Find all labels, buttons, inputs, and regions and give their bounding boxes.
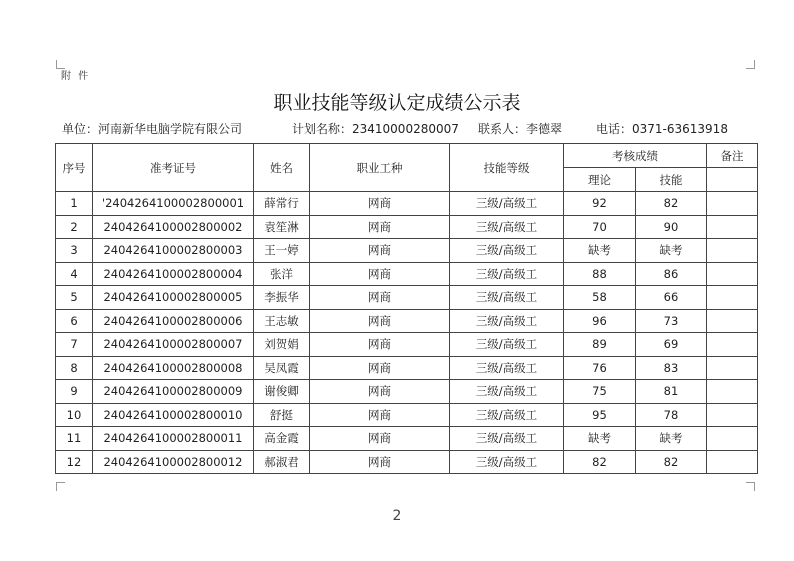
cell-theory: 82 [564, 450, 636, 474]
cell-seq: 7 [56, 333, 93, 357]
cell-name: 高金霞 [254, 427, 310, 451]
cell-remark [707, 239, 758, 263]
cell-skill: 86 [636, 262, 707, 286]
contact-info: 联系人：李德翠 [478, 122, 563, 136]
cell-skill: 83 [636, 356, 707, 380]
table-row [56, 450, 758, 474]
header-ticket: 准考证号 [93, 144, 254, 192]
cell-name: 郝淑君 [254, 450, 310, 474]
cell-seq: 11 [56, 427, 93, 451]
cell-level: 三级/高级工 [450, 192, 564, 216]
cell-level: 三级/高级工 [450, 403, 564, 427]
table-row [56, 309, 758, 333]
cell-ticket: '2404264100002800001 [93, 192, 254, 216]
cell-theory: 92 [564, 192, 636, 216]
plan-info: 计划名称：23410000280007 [292, 122, 459, 136]
cell-theory: 89 [564, 333, 636, 357]
page-title: 职业技能等级认定成绩公示表 [273, 92, 521, 114]
cell-occupation: 网商 [310, 403, 450, 427]
header-remark: 备注 [707, 144, 758, 168]
table-row [56, 403, 758, 427]
cell-ticket: 2404264100002800010 [93, 403, 254, 427]
cell-ticket: 2404264100002800005 [93, 286, 254, 310]
cell-skill: 78 [636, 403, 707, 427]
cell-seq: 2 [56, 215, 93, 239]
header-level: 技能等级 [450, 144, 564, 192]
table-row [56, 333, 758, 357]
cell-name: 吴凤霞 [254, 356, 310, 380]
cell-remark [707, 356, 758, 380]
unit-info: 单位：河南新华电脑学院有限公司 [62, 122, 243, 136]
cell-name: 袁笙淋 [254, 215, 310, 239]
cell-ticket: 2404264100002800002 [93, 215, 254, 239]
cell-skill: 66 [636, 286, 707, 310]
cell-remark [707, 262, 758, 286]
cell-seq: 9 [56, 380, 93, 404]
table-row [56, 215, 758, 239]
cell-ticket: 2404264100002800008 [93, 356, 254, 380]
cell-theory: 70 [564, 215, 636, 239]
header-occupation: 职业工种 [310, 144, 450, 192]
cell-skill: 73 [636, 309, 707, 333]
cell-theory: 76 [564, 356, 636, 380]
cell-theory: 缺考 [564, 427, 636, 451]
cell-seq: 3 [56, 239, 93, 263]
table-row [56, 380, 758, 404]
header-skill: 技能 [636, 168, 707, 192]
crop-mark-top-right [746, 60, 755, 69]
cell-occupation: 网商 [310, 450, 450, 474]
cell-skill: 缺考 [636, 427, 707, 451]
cell-skill: 缺考 [636, 239, 707, 263]
table-header [56, 144, 758, 192]
header-remark-blank [707, 168, 758, 192]
cell-name: 薛常行 [254, 192, 310, 216]
header-name: 姓名 [254, 144, 310, 192]
cell-occupation: 网商 [310, 192, 450, 216]
cell-level: 三级/高级工 [450, 427, 564, 451]
header-seq: 序号 [56, 144, 93, 192]
cell-level: 三级/高级工 [450, 356, 564, 380]
cell-occupation: 网商 [310, 215, 450, 239]
cell-level: 三级/高级工 [450, 333, 564, 357]
table-row [56, 427, 758, 451]
cell-seq: 5 [56, 286, 93, 310]
cell-occupation: 网商 [310, 309, 450, 333]
cell-seq: 10 [56, 403, 93, 427]
cell-skill: 82 [636, 450, 707, 474]
cell-theory: 58 [564, 286, 636, 310]
cell-ticket: 2404264100002800011 [93, 427, 254, 451]
cell-ticket: 2404264100002800012 [93, 450, 254, 474]
attachment-label: 附 件 [61, 71, 91, 82]
cell-name: 谢俊卿 [254, 380, 310, 404]
cell-remark [707, 333, 758, 357]
cell-ticket: 2404264100002800004 [93, 262, 254, 286]
table-body [56, 192, 758, 474]
cell-remark [707, 450, 758, 474]
cell-level: 三级/高级工 [450, 450, 564, 474]
cell-skill: 90 [636, 215, 707, 239]
phone-info: 电话：0371-63613918 [596, 122, 728, 136]
cell-occupation: 网商 [310, 286, 450, 310]
cell-theory: 缺考 [564, 239, 636, 263]
cell-level: 三级/高级工 [450, 380, 564, 404]
cell-seq: 6 [56, 309, 93, 333]
cell-ticket: 2404264100002800003 [93, 239, 254, 263]
header-score-group: 考核成绩 [564, 144, 707, 168]
cell-occupation: 网商 [310, 427, 450, 451]
cell-occupation: 网商 [310, 333, 450, 357]
cell-theory: 75 [564, 380, 636, 404]
crop-mark-bottom-left [56, 482, 65, 491]
cell-skill: 81 [636, 380, 707, 404]
cell-name: 舒挺 [254, 403, 310, 427]
cell-theory: 88 [564, 262, 636, 286]
cell-level: 三级/高级工 [450, 286, 564, 310]
cell-seq: 4 [56, 262, 93, 286]
cell-level: 三级/高级工 [450, 239, 564, 263]
cell-remark [707, 192, 758, 216]
cell-level: 三级/高级工 [450, 262, 564, 286]
cell-name: 王志敏 [254, 309, 310, 333]
cell-name: 刘贺娟 [254, 333, 310, 357]
cell-seq: 1 [56, 192, 93, 216]
cell-skill: 82 [636, 192, 707, 216]
cell-occupation: 网商 [310, 380, 450, 404]
score-table [55, 143, 758, 474]
page-number: 2 [392, 508, 402, 524]
table-row [56, 262, 758, 286]
cell-name: 王一婷 [254, 239, 310, 263]
cell-occupation: 网商 [310, 262, 450, 286]
table-row [56, 239, 758, 263]
table-row [56, 356, 758, 380]
cell-remark [707, 215, 758, 239]
cell-ticket: 2404264100002800007 [93, 333, 254, 357]
cell-ticket: 2404264100002800009 [93, 380, 254, 404]
table-row [56, 192, 758, 216]
cell-remark [707, 380, 758, 404]
cell-remark [707, 427, 758, 451]
cell-name: 张洋 [254, 262, 310, 286]
table-row [56, 286, 758, 310]
cell-remark [707, 403, 758, 427]
cell-seq: 8 [56, 356, 93, 380]
cell-seq: 12 [56, 450, 93, 474]
cell-level: 三级/高级工 [450, 309, 564, 333]
cell-skill: 69 [636, 333, 707, 357]
cell-remark [707, 309, 758, 333]
cell-name: 李振华 [254, 286, 310, 310]
cell-occupation: 网商 [310, 239, 450, 263]
cell-theory: 95 [564, 403, 636, 427]
cell-remark [707, 286, 758, 310]
cell-occupation: 网商 [310, 356, 450, 380]
cell-ticket: 2404264100002800006 [93, 309, 254, 333]
cell-theory: 96 [564, 309, 636, 333]
crop-mark-bottom-right [746, 482, 755, 491]
cell-level: 三级/高级工 [450, 215, 564, 239]
header-theory: 理论 [564, 168, 636, 192]
